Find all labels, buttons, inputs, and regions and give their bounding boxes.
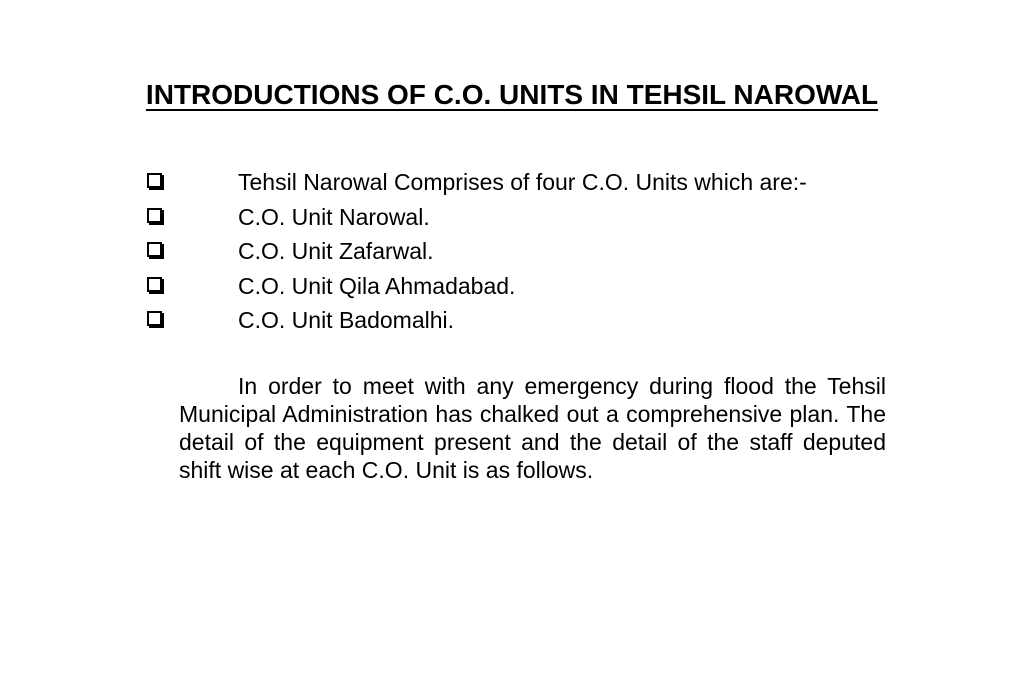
body-paragraph: In order to meet with any emergency during flood the Tehsil Municipal Administration has chalked out a comprehensive plan. The detail of the equipment present and the detail of the staff deputed shift wise at each C.O. Unit is as follows.: [179, 373, 886, 483]
list-item-text: Tehsil Narowal Comprises of four C.O. Units which are:-: [238, 169, 807, 195]
checkbox-icon: [147, 277, 162, 292]
checkbox-icon: [147, 242, 162, 257]
checkbox-icon: [147, 208, 162, 223]
checkbox-icon: [147, 173, 162, 188]
page-title: INTRODUCTIONS OF C.O. UNITS IN TEHSIL NAROWAL: [145, 79, 879, 110]
list-item-text: C.O. Unit Zafarwal.: [238, 238, 434, 264]
list-item-text: C.O. Unit Qila Ahmadabad.: [238, 272, 516, 299]
checkbox-icon: [147, 311, 162, 326]
list-item-text: C.O. Unit Badomalhi.: [238, 307, 455, 333]
list-item-text: C.O. Unit Narowal.: [238, 203, 430, 230]
